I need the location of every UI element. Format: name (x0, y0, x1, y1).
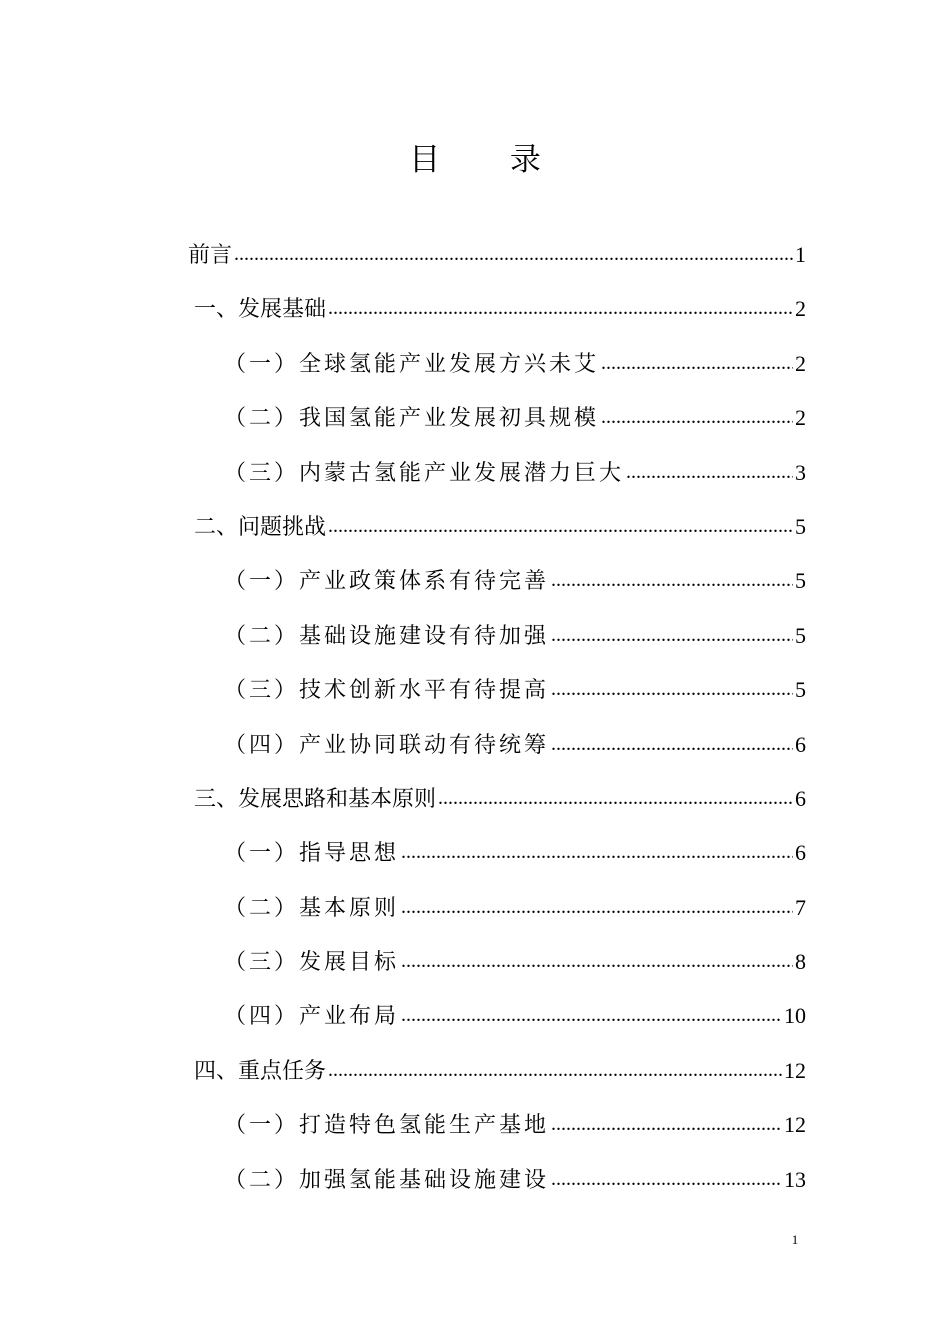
dot-leader (328, 280, 793, 335)
toc-entry-page-number: 10 (784, 1003, 806, 1029)
dot-leader (551, 1096, 782, 1151)
toc-entry-title: （一）指导思想 (224, 841, 400, 867)
toc-entry[interactable] (188, 1044, 806, 1098)
dot-leader (551, 1151, 782, 1206)
toc-entry[interactable] (188, 446, 806, 500)
toc-entry-page-number: 1 (795, 242, 806, 267)
toc-entry[interactable] (188, 391, 806, 445)
page-title: 目 录 (409, 142, 571, 178)
toc-entry[interactable] (188, 989, 806, 1043)
toc-entry[interactable] (188, 718, 806, 772)
dot-leader (401, 824, 793, 879)
dot-leader (551, 552, 793, 607)
toc-entry-title: 二、问题挑战 (194, 514, 327, 540)
dot-leader (601, 389, 793, 444)
toc-entry-page-number: 13 (784, 1166, 806, 1192)
toc-entry-title: （二）基本原则 (224, 895, 400, 921)
toc-entry[interactable] (188, 282, 806, 336)
toc-entry-page-number: 2 (795, 405, 806, 431)
toc-entry-page-number: 5 (795, 568, 806, 594)
dot-leader (234, 226, 793, 281)
toc-entry-title: （四）产业协同联动有待统筹 (224, 732, 550, 758)
toc-entry[interactable] (188, 1153, 806, 1207)
toc-entry-page-number: 5 (795, 513, 806, 539)
dot-leader (438, 770, 793, 825)
toc-entry-page-number: 5 (795, 622, 806, 648)
dot-leader (601, 335, 793, 390)
dot-leader (401, 987, 782, 1042)
toc-entry-title: （三）发展目标 (224, 950, 400, 976)
toc-entry-title: （二）加强氢能基础设施建设 (224, 1167, 550, 1193)
dot-leader (551, 716, 793, 771)
toc-entry-title: 一、发展基础 (194, 297, 327, 323)
toc-entry-page-number: 12 (784, 1057, 806, 1083)
toc-entry[interactable] (188, 881, 806, 935)
dot-leader (401, 879, 793, 934)
toc-entry-title: （二）基础设施建设有待加强 (224, 623, 550, 649)
toc-entry-page-number: 2 (795, 350, 806, 376)
toc-entry-title: 前言 (188, 243, 233, 268)
toc-entry[interactable] (188, 500, 806, 554)
dot-leader (551, 607, 793, 662)
toc-entry-page-number: 5 (795, 677, 806, 703)
toc-entry[interactable] (188, 337, 806, 391)
toc-entry-title: （一）产业政策体系有待完善 (224, 569, 550, 595)
footer-page-number: 1 (791, 1232, 799, 1247)
toc-entry-page-number: 12 (784, 1112, 806, 1138)
toc-entry-title: 四、重点任务 (194, 1058, 327, 1084)
dot-leader (551, 661, 793, 716)
toc-entry[interactable] (188, 826, 806, 880)
dot-leader (401, 933, 793, 988)
table-of-contents (188, 228, 806, 1207)
toc-entry-title: （三）内蒙古氢能产业发展潜力巨大 (224, 460, 625, 486)
toc-entry-title: （一）全球氢能产业发展方兴未艾 (224, 351, 600, 377)
toc-entry-page-number: 6 (795, 785, 806, 811)
toc-entry[interactable] (188, 772, 806, 826)
toc-entry-title: （一）打造特色氢能生产基地 (224, 1113, 550, 1139)
toc-entry-title: （三）技术创新水平有待提高 (224, 678, 550, 704)
toc-entry-title: （二）我国氢能产业发展初具规模 (224, 406, 600, 432)
toc-entry[interactable] (188, 554, 806, 608)
toc-entry-page-number: 3 (795, 459, 806, 485)
toc-entry[interactable] (188, 228, 806, 282)
dot-leader (328, 498, 793, 553)
toc-entry[interactable] (188, 609, 806, 663)
toc-entry-page-number: 7 (795, 894, 806, 920)
toc-entry-page-number: 8 (795, 949, 806, 975)
toc-entry[interactable] (188, 1098, 806, 1152)
dot-leader (626, 444, 793, 499)
toc-entry[interactable] (188, 663, 806, 717)
toc-entry-page-number: 6 (795, 731, 806, 757)
toc-entry-title: 三、发展思路和基本原则 (194, 786, 437, 812)
toc-entry-page-number: 6 (795, 840, 806, 866)
toc-entry-page-number: 2 (795, 296, 806, 322)
toc-entry[interactable] (188, 935, 806, 989)
toc-entry-title: （四）产业布局 (224, 1004, 400, 1030)
dot-leader (328, 1042, 782, 1097)
